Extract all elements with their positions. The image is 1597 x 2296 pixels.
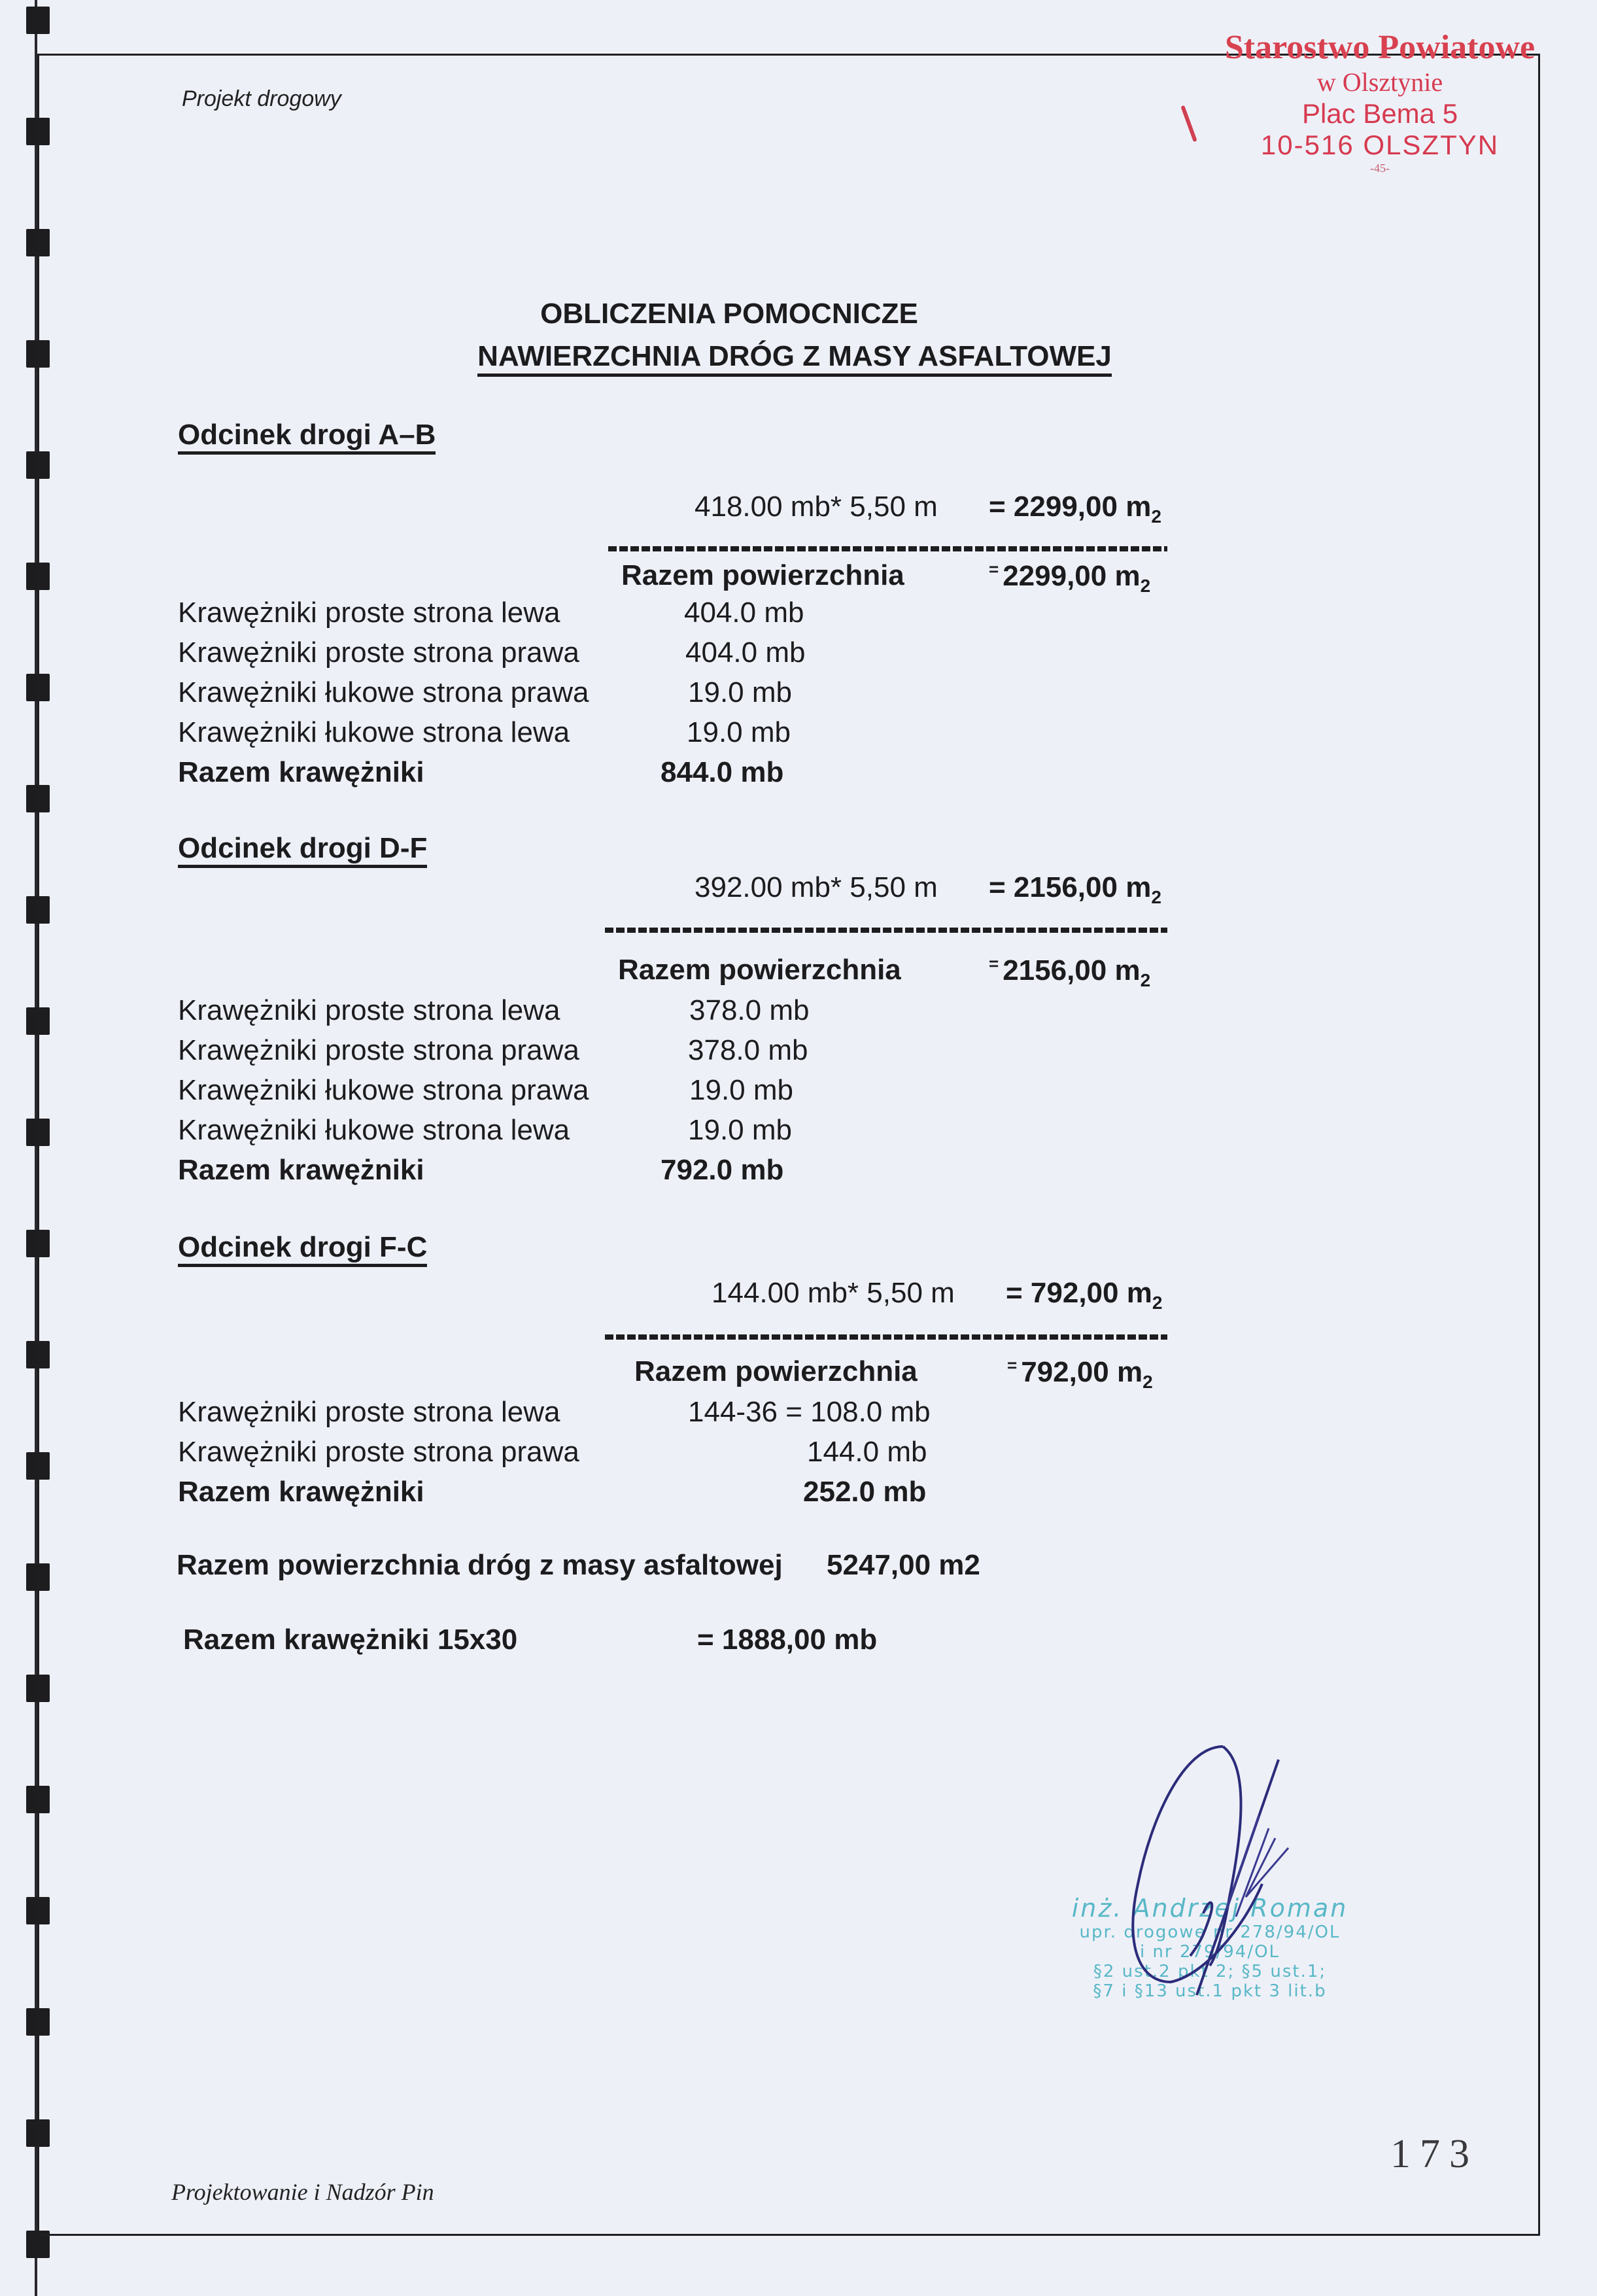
dashed-separator — [608, 546, 1167, 551]
section-heading — [178, 832, 427, 865]
sum-value — [1007, 1355, 1153, 1393]
total-label: Razem krawężniki — [178, 1154, 424, 1186]
summary-curbs-value: = 1888,00 mb — [697, 1624, 878, 1656]
section-heading — [178, 1231, 427, 1264]
sum-value-text: 792,00 m — [1021, 1356, 1143, 1388]
equals-mark: = — [989, 559, 999, 579]
engineer-stamp-line5: §7 i §13 ust.1 pkt 3 lit.b — [1093, 1981, 1327, 2001]
item-value: 378.0 mb — [688, 1034, 808, 1066]
calc-expression: 144.00 mb* 5,50 m — [712, 1277, 955, 1309]
total-value: 844.0 mb — [661, 756, 784, 788]
total-value: 792.0 mb — [661, 1154, 784, 1186]
summary-surface-label: Razem powierzchnia dróg z masy asfaltowej — [177, 1549, 783, 1581]
total-label: Razem krawężniki — [178, 1476, 424, 1508]
office-stamp-line2: w Olsztynie — [1316, 67, 1443, 97]
dashed-separator — [605, 928, 1167, 933]
unit-subscript: 2 — [1152, 1293, 1163, 1313]
sum-label: Razem powierzchnia — [634, 1355, 918, 1387]
section-heading — [178, 419, 436, 451]
unit-subscript: 2 — [1140, 576, 1151, 596]
item-label: Krawężniki proste strona lewa — [178, 597, 560, 629]
item-value: 19.0 mb — [688, 1114, 792, 1146]
office-stamp — [1184, 29, 1576, 175]
engineer-stamp-line2: upr. drogowe nr 278/94/OL — [1079, 1922, 1341, 1942]
unit-subscript: 2 — [1151, 506, 1161, 527]
total-value: 252.0 mb — [803, 1476, 927, 1508]
calc-result-value: = 792,00 m — [1006, 1277, 1152, 1309]
item-label: Krawężniki proste strona prawa — [178, 636, 579, 669]
item-value: 404.0 mb — [685, 636, 806, 669]
summary-surface-value: 5247,00 m2 — [827, 1549, 980, 1581]
item-value: 144.0 mb — [807, 1436, 927, 1468]
engineer-stamp-line4: §2 ust.2 pkt 2; §5 ust.1; — [1093, 1962, 1327, 1981]
item-value: 19.0 mb — [688, 676, 792, 708]
document-subtitle-text: NAWIERZCHNIA DRÓG Z MASY ASFALTOWEJ — [477, 340, 1112, 377]
equals-mark: = — [1007, 1355, 1018, 1375]
calc-result — [1006, 1277, 1162, 1313]
summary-curbs-label: Razem krawężniki 15x30 — [183, 1624, 518, 1656]
total-label: Razem krawężniki — [178, 756, 424, 788]
item-label: Krawężniki łukowe strona lewa — [178, 716, 570, 748]
calc-result — [989, 871, 1161, 908]
item-label: Krawężniki łukowe strona lewa — [178, 1114, 570, 1146]
unit-subscript: 2 — [1151, 887, 1161, 907]
engineer-stamp-line3: i nr 279/94/OL — [1139, 1942, 1280, 1962]
item-value: 404.0 mb — [684, 597, 804, 629]
document-title: OBLICZENIA POMOCNICZE — [540, 298, 918, 330]
office-stamp-line4: 10-516 OLSZTYN — [1260, 130, 1500, 160]
sum-label: Razem powierzchnia — [621, 559, 904, 591]
office-stamp-line3: Plac Bema 5 — [1301, 98, 1458, 129]
binding-mark — [26, 7, 50, 34]
item-value: 378.0 mb — [689, 994, 810, 1026]
calc-expression: 392.00 mb* 5,50 m — [695, 871, 938, 903]
sum-value — [989, 559, 1150, 597]
calc-result-value: = 2299,00 m — [989, 491, 1152, 523]
item-value: 144-36 = 108.0 mb — [688, 1396, 931, 1428]
calc-expression: 418.00 mb* 5,50 m — [695, 491, 938, 523]
unit-subscript: 2 — [1140, 970, 1151, 990]
section-heading-text: Odcinek drogi F-C — [178, 1231, 427, 1267]
item-value: 19.0 mb — [689, 1074, 793, 1106]
header-title: Projekt drogowy — [182, 86, 341, 111]
item-label: Krawężniki proste strona lewa — [178, 994, 560, 1026]
office-stamp-line5: -45- — [1370, 162, 1390, 175]
footer-text: Projektowanie i Nadzór Pin — [171, 2179, 434, 2205]
equals-mark: = — [989, 954, 999, 973]
section-heading-text: Odcinek drogi D-F — [178, 832, 427, 868]
sum-label: Razem powierzchnia — [618, 954, 901, 986]
dashed-separator — [605, 1334, 1167, 1340]
sum-value-text: 2299,00 m — [1003, 560, 1141, 592]
item-label: Krawężniki łukowe strona prawa — [178, 676, 589, 708]
calc-result — [989, 491, 1161, 527]
item-label: Krawężniki łukowe strona prawa — [178, 1074, 589, 1106]
calc-result-value: = 2156,00 m — [989, 871, 1152, 903]
office-stamp-line1: Starostwo Powiatowe — [1224, 29, 1536, 66]
item-value: 19.0 mb — [687, 716, 791, 748]
handwritten-signature — [1112, 1740, 1347, 2015]
sum-value-text: 2156,00 m — [1003, 954, 1141, 986]
item-label: Krawężniki proste strona prawa — [178, 1034, 579, 1066]
item-label: Krawężniki proste strona prawa — [178, 1436, 579, 1468]
engineer-stamp-name: inż. Andrzej Roman — [1071, 1894, 1348, 1922]
document-subtitle — [0, 340, 1593, 373]
unit-subscript: 2 — [1142, 1372, 1153, 1392]
item-label: Krawężniki proste strona lewa — [178, 1396, 560, 1428]
sum-value — [989, 954, 1150, 991]
page-number: 173 — [1390, 2132, 1479, 2176]
section-heading-text: Odcinek drogi A–B — [178, 419, 436, 455]
